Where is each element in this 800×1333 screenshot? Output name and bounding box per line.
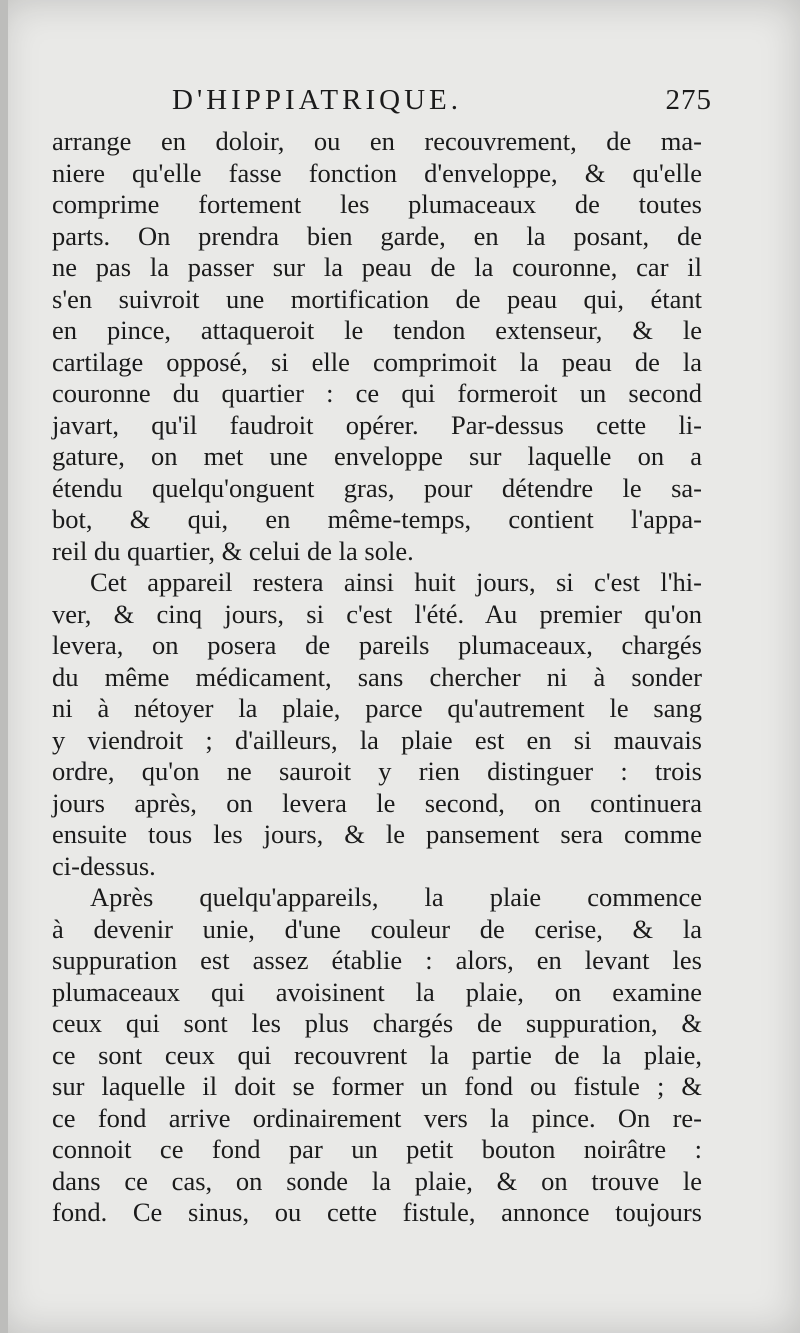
- text-line: ce sont ceux qui recouvrent la partie de la plaie,: [52, 1039, 702, 1070]
- text-line: du même médicament, sans chercher ni à sonder: [52, 661, 702, 692]
- text-line: fond. Ce sinus, ou cette fistule, annonce toujours: [52, 1197, 702, 1227]
- text-line: ni à nétoyer la plaie, parce qu'autrement le sang: [52, 693, 702, 723]
- text-line: Cet appareil restera ainsi huit jours, si c'est l'hi-: [90, 567, 702, 597]
- text-line: ordre, qu'on ne sauroit y rien distinguer : trois: [52, 756, 702, 786]
- text-line: s'en suivroit une mortification de peau qui, étant: [52, 283, 702, 314]
- text-line: cartilage opposé, si elle comprimoit la peau de la: [52, 346, 702, 377]
- paragraph-3: [52, 882, 702, 1229]
- text-line: étendu quelqu'onguent gras, pour détendre le sa-: [52, 472, 702, 503]
- text-line: arrange en doloir, ou en recouvrement, de ma-: [52, 126, 702, 156]
- text-line: levera, on posera de pareils plumaceaux, chargés: [52, 630, 702, 660]
- paragraph-1: [52, 126, 702, 567]
- text-line: ci-dessus.: [52, 850, 156, 881]
- text-line: jours après, on levera le second, on continuera: [52, 787, 702, 818]
- text-line: comprime fortement les plumaceaux de toutes: [52, 189, 702, 219]
- text-line: y viendroit ; d'ailleurs, la plaie est en si mauvais: [52, 724, 702, 755]
- page-edge: [0, 0, 8, 1333]
- text-line: ceux qui sont les plus chargés de suppuration, &: [52, 1008, 702, 1038]
- running-head: [172, 80, 712, 120]
- text-line: reil du quartier, & celui de la sole.: [52, 535, 414, 566]
- text-line: ne pas la passer sur la peau de la couronne, car il: [52, 252, 702, 282]
- text-line: sur laquelle il doit se former un fond ou fistule ; &: [52, 1071, 702, 1101]
- text-line: Après quelqu'appareils, la plaie commence: [90, 882, 702, 912]
- body-text: [52, 126, 702, 1229]
- text-line: ce fond arrive ordinairement vers la pince. On re-: [52, 1102, 702, 1133]
- text-line: niere qu'elle fasse fonction d'enveloppe, & qu'elle: [52, 157, 702, 188]
- text-line: connoit ce fond par un petit bouton noirâtre :: [52, 1134, 702, 1164]
- text-line: bot, & qui, en même-temps, contient l'appa-: [52, 504, 702, 534]
- page-number: 275: [665, 84, 712, 116]
- text-line: couronne du quartier : ce qui formeroit un second: [52, 378, 702, 408]
- text-line: à devenir unie, d'une couleur de cerise, & la: [52, 913, 702, 944]
- text-line: plumaceaux qui avoisinent la plaie, on examine: [52, 976, 702, 1007]
- text-line: ver, & cinq jours, si c'est l'été. Au premier qu'on: [52, 598, 702, 629]
- paragraph-2: [52, 567, 702, 882]
- running-title: D'HIPPIATRIQUE.: [172, 84, 462, 116]
- text-line: ensuite tous les jours, & le pansement sera comme: [52, 819, 702, 849]
- text-line: gature, on met une enveloppe sur laquelle on a: [52, 441, 702, 471]
- text-line: suppuration est assez établie : alors, en levant les: [52, 945, 702, 975]
- text-line: javart, qu'il faudroit opérer. Par-dessus cette li-: [52, 409, 702, 440]
- text-line: parts. On prendra bien garde, en la posant, de: [52, 220, 702, 251]
- text-line: dans ce cas, on sonde la plaie, & on trouve le: [52, 1165, 702, 1196]
- text-line: en pince, attaqueroit le tendon extenseur, & le: [52, 315, 702, 345]
